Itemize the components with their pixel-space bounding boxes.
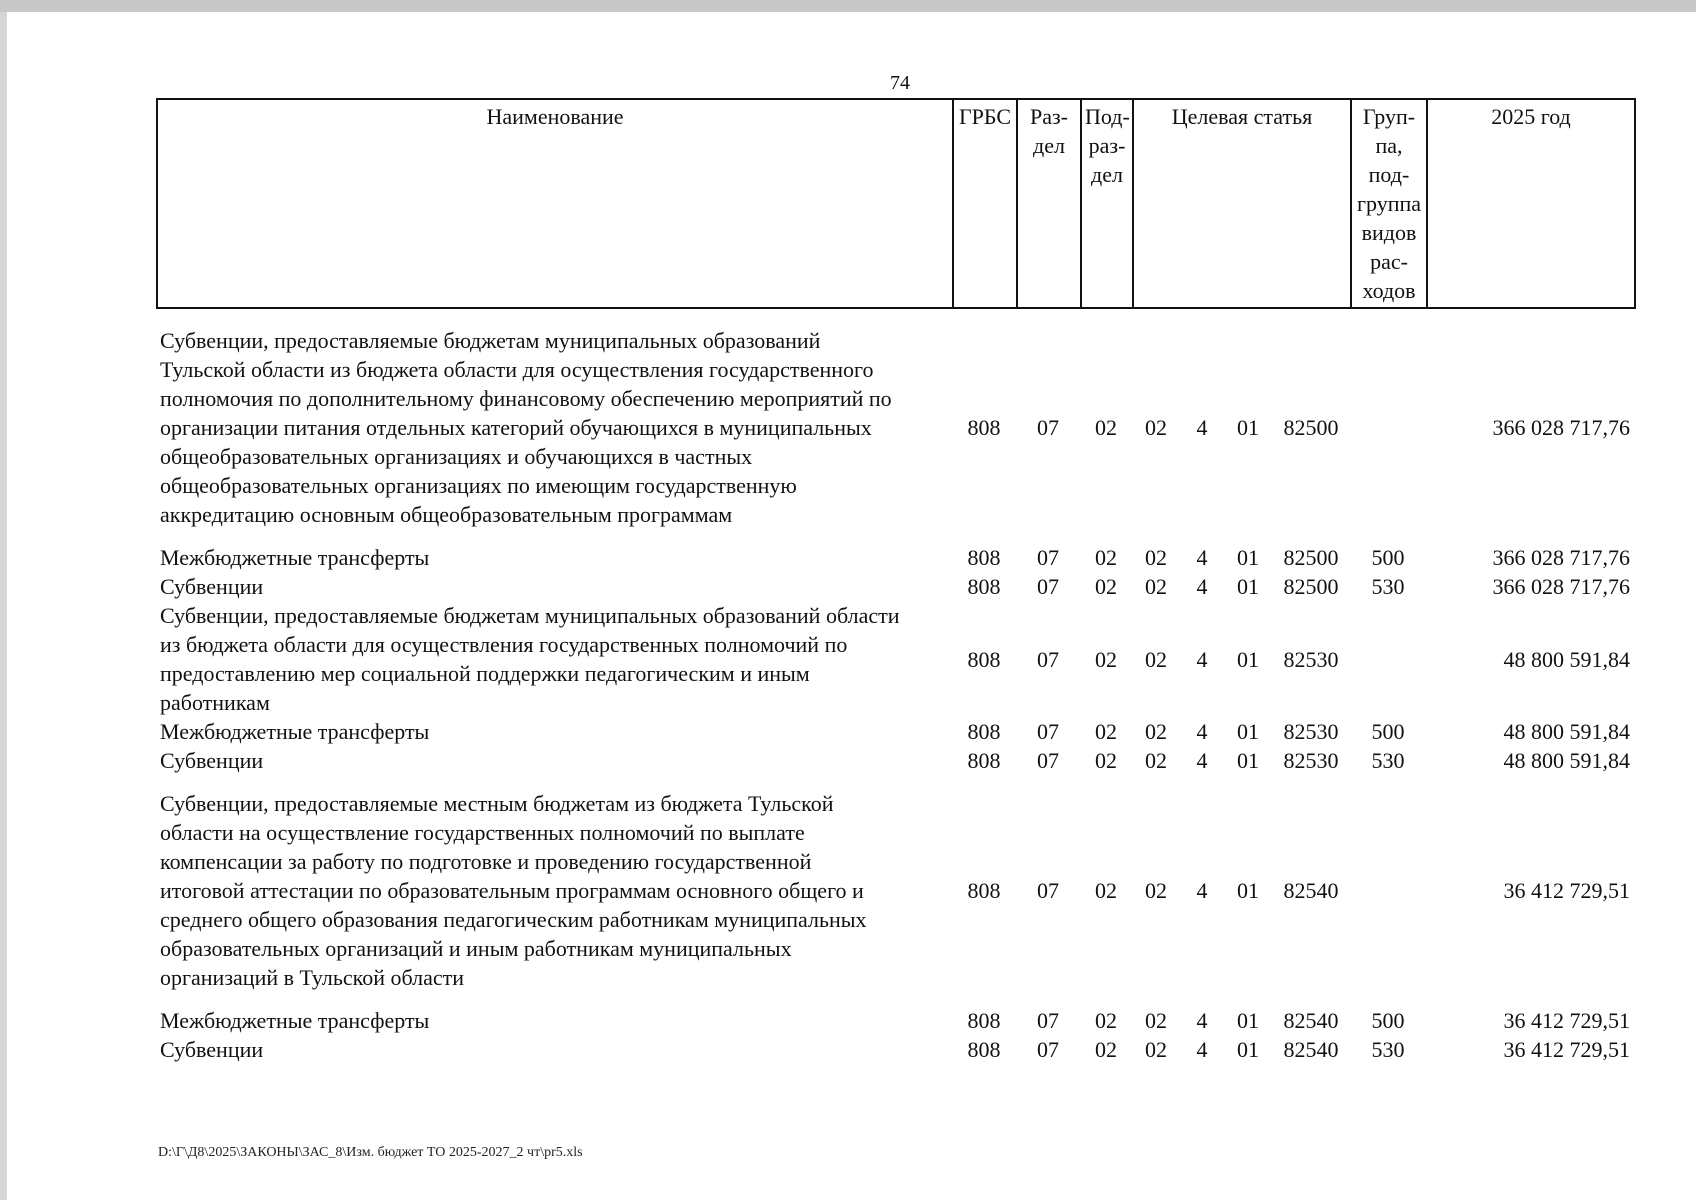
group-cell: 530 [1371, 574, 1405, 599]
row-spacer-cell [156, 992, 1634, 1006]
row-name-line: аккредитацию основным общеобразовательным программам [160, 502, 733, 527]
scan-border-left [0, 12, 7, 1200]
razdel-cell: 07 [1037, 1037, 1059, 1062]
row-name [156, 572, 952, 601]
target-code-cell: 82530 [1283, 748, 1339, 773]
header-group-line: Груп- [1362, 104, 1416, 129]
target-part-cell: 02 [1145, 878, 1167, 903]
table-row [156, 572, 1634, 601]
amount-cell: 366 028 717,76 [1492, 574, 1630, 599]
table-header [156, 98, 1636, 309]
target-part-cell: 01 [1237, 646, 1259, 672]
row-spacer-cell [156, 529, 1634, 543]
page-number: 74 [890, 72, 910, 94]
razdel-cell: 07 [1037, 719, 1059, 744]
target-part-cell: 01 [1237, 748, 1259, 773]
target-part-cell: 4 [1196, 415, 1208, 440]
razdel-cell: 07 [1037, 545, 1059, 570]
target-part-cell: 02 [1145, 646, 1167, 672]
row-name-line: Субвенции [160, 748, 264, 773]
target-part-cell: 02 [1145, 1008, 1167, 1033]
target-code-cell: 82500 [1283, 415, 1339, 440]
row-name-line: среднего общего образования педагогическим работникам муниципальных [160, 907, 867, 932]
header-podrazdel [1081, 99, 1133, 308]
row-name-line: образовательных организаций и иным работникам муниципальных [160, 936, 792, 961]
target-code-cell: 82530 [1283, 719, 1339, 744]
target-part-cell: 02 [1145, 545, 1167, 570]
row-name [156, 746, 952, 775]
target-code-cell: 82540 [1283, 878, 1339, 903]
table-row [156, 601, 1634, 717]
row-spacer-cell [156, 775, 1634, 789]
grbs-cell: 808 [967, 748, 1001, 773]
header-group-line: группа [1356, 191, 1422, 216]
razdel-cell: 07 [1037, 646, 1059, 672]
target-part-cell: 01 [1237, 1008, 1259, 1033]
target-part-cell: 01 [1237, 1037, 1259, 1062]
podrazdel-cell: 02 [1095, 1008, 1117, 1033]
table-row [156, 789, 1634, 992]
group-cell: 530 [1371, 748, 1405, 773]
header-grbs: ГРБС [953, 99, 1017, 308]
row-name [156, 543, 952, 572]
podrazdel-cell: 02 [1095, 646, 1117, 672]
row-spacer [156, 992, 1634, 1006]
razdel-cell: 07 [1037, 878, 1059, 903]
row-name-line: из бюджета области для осуществления государственных полномочий по [160, 632, 848, 657]
row-name-line: Межбюджетные трансферты [160, 1008, 430, 1033]
file-path: D:\Г\Д8\2025\ЗАКОНЫ\ЗАС_8\Изм. бюджет ТО 2025-2027_2 чт\pr5.xls [158, 1145, 583, 1160]
row-name-line: Субвенции, предоставляемые бюджетам муниципальных образований области [160, 603, 900, 628]
amount-cell: 366 028 717,76 [1492, 415, 1630, 440]
table-row [156, 1035, 1634, 1064]
row-spacer [156, 529, 1634, 543]
podrazdel-cell: 02 [1095, 748, 1117, 773]
target-part-cell: 4 [1196, 719, 1208, 744]
razdel-cell: 07 [1037, 574, 1059, 599]
row-name-line: Субвенции, предоставляемые местным бюджетам из бюджета Тульской [160, 791, 834, 816]
header-razdel-line: дел [1033, 133, 1065, 158]
header-group-line: рас- [1370, 249, 1408, 274]
group-cell: 500 [1371, 1008, 1405, 1033]
row-name-line: работникам [160, 690, 270, 715]
header-year: 2025 год [1427, 99, 1635, 308]
podrazdel-cell: 02 [1095, 545, 1117, 570]
target-code-cell: 82500 [1283, 545, 1339, 570]
row-name [156, 326, 952, 529]
header-group-line: ходов [1362, 278, 1416, 303]
table-body [156, 326, 1634, 1064]
row-spacer [156, 775, 1634, 789]
amount-cell: 36 412 729,51 [1503, 1037, 1630, 1062]
grbs-cell: 808 [967, 719, 1001, 744]
target-part-cell: 02 [1145, 719, 1167, 744]
group-cell: 500 [1371, 719, 1405, 744]
header-group-line: под- [1368, 162, 1410, 187]
target-part-cell: 01 [1237, 415, 1259, 440]
amount-cell: 36 412 729,51 [1503, 1008, 1630, 1033]
amount-cell: 36 412 729,51 [1503, 878, 1630, 903]
header-row [157, 99, 1635, 308]
row-name [156, 601, 952, 717]
target-part-cell: 02 [1145, 415, 1167, 440]
table-row [156, 543, 1634, 572]
header-group-line: па, [1375, 133, 1403, 158]
row-name-line: общеобразовательных организациях по имеющим государственную [160, 473, 797, 498]
target-part-cell: 4 [1196, 878, 1208, 903]
target-code-cell: 82540 [1283, 1037, 1339, 1062]
target-part-cell: 4 [1196, 1008, 1208, 1033]
row-name [156, 717, 952, 746]
grbs-cell: 808 [967, 574, 1001, 599]
table-row [156, 717, 1634, 746]
grbs-cell: 808 [967, 415, 1001, 440]
row-name-line: Субвенции, предоставляемые бюджетам муниципальных образований [160, 328, 821, 353]
scan-border-top [0, 0, 1696, 12]
row-name [156, 1035, 952, 1064]
target-part-cell: 4 [1196, 748, 1208, 773]
grbs-cell: 808 [967, 1037, 1001, 1062]
header-razdel-line: Раз- [1029, 104, 1069, 129]
target-part-cell: 02 [1145, 748, 1167, 773]
target-part-cell: 4 [1196, 574, 1208, 599]
row-name-line: Субвенции [160, 1037, 264, 1062]
target-code-cell: 82540 [1283, 1008, 1339, 1033]
table-row [156, 326, 1634, 529]
header-name: Наименование [157, 99, 953, 308]
group-cell [1350, 601, 1426, 717]
row-name-line: Межбюджетные трансферты [160, 545, 430, 570]
group-cell: 530 [1371, 1037, 1405, 1062]
header-group [1351, 99, 1427, 308]
grbs-cell: 808 [967, 878, 1001, 903]
row-name-line: полномочия по дополнительному финансовому обеспечению мероприятий по [160, 386, 892, 411]
amount-cell: 48 800 591,84 [1503, 748, 1630, 773]
row-name-line: Тульской области из бюджета области для осуществления государственного [160, 357, 874, 382]
amount-cell: 48 800 591,84 [1503, 646, 1630, 672]
row-name-line: компенсации за работу по подготовке и проведению государственной [160, 849, 812, 874]
row-name-line: Субвенции [160, 574, 264, 599]
podrazdel-cell: 02 [1095, 574, 1117, 599]
target-code-cell: 82530 [1283, 646, 1339, 672]
group-cell [1350, 789, 1426, 992]
razdel-cell: 07 [1037, 415, 1059, 440]
razdel-cell: 07 [1037, 748, 1059, 773]
podrazdel-cell: 02 [1095, 415, 1117, 440]
amount-cell: 48 800 591,84 [1503, 719, 1630, 744]
group-cell: 500 [1371, 545, 1405, 570]
target-part-cell: 4 [1196, 646, 1208, 672]
podrazdel-cell: 02 [1095, 719, 1117, 744]
podrazdel-cell: 02 [1095, 878, 1117, 903]
target-part-cell: 01 [1237, 878, 1259, 903]
header-group-line: видов [1361, 220, 1417, 245]
row-name-line: итоговой аттестации по образовательным программам основного общего и [160, 878, 864, 903]
budget-table [156, 326, 1634, 1064]
header-target: Целевая статья [1133, 99, 1351, 308]
target-part-cell: 4 [1196, 1037, 1208, 1062]
header-podrazdel-line: дел [1091, 162, 1123, 187]
row-name-line: общеобразовательных организациях и обучающихся в частных [160, 444, 753, 469]
row-name-line: организации питания отдельных категорий обучающихся в муниципальных [160, 415, 872, 440]
row-name-line: Межбюджетные трансферты [160, 719, 430, 744]
target-part-cell: 01 [1237, 719, 1259, 744]
target-part-cell: 01 [1237, 574, 1259, 599]
header-podrazdel-line: раз- [1088, 133, 1126, 158]
target-code-cell: 82500 [1283, 574, 1339, 599]
razdel-cell: 07 [1037, 1008, 1059, 1033]
row-name-line: области на осуществление государственных полномочий по выплате [160, 820, 805, 845]
row-name-line: организаций в Тульской области [160, 965, 465, 990]
row-name [156, 789, 952, 992]
target-part-cell: 4 [1196, 545, 1208, 570]
grbs-cell: 808 [967, 545, 1001, 570]
podrazdel-cell: 02 [1095, 1037, 1117, 1062]
row-name-line: предоставлению мер социальной поддержки педагогическим и иным [160, 661, 810, 686]
table-row [156, 1006, 1634, 1035]
target-part-cell: 02 [1145, 1037, 1167, 1062]
row-name [156, 1006, 952, 1035]
target-part-cell: 01 [1237, 545, 1259, 570]
table-row [156, 746, 1634, 775]
target-part-cell: 02 [1145, 574, 1167, 599]
grbs-cell: 808 [967, 646, 1001, 672]
amount-cell: 366 028 717,76 [1492, 545, 1630, 570]
header-podrazdel-line: Под- [1085, 104, 1130, 129]
group-cell [1350, 326, 1426, 529]
grbs-cell: 808 [967, 1008, 1001, 1033]
header-razdel [1017, 99, 1081, 308]
